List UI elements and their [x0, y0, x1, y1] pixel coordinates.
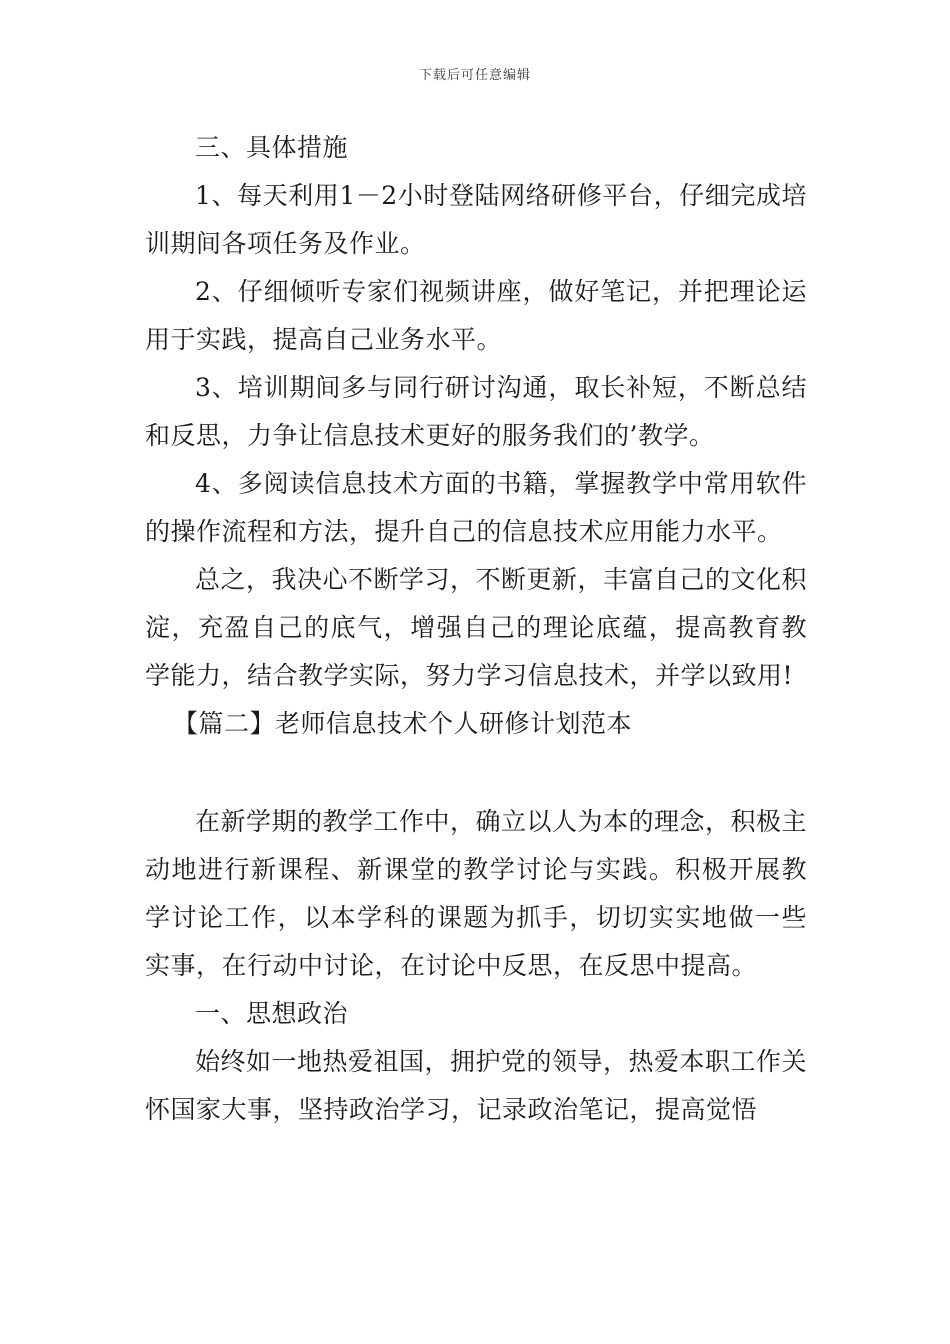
- heading-ideology-politics: 一、思想政治: [195, 999, 349, 1028]
- measure-item-2: 2、仔细倾听专家们视频讲座，做好笔记，并把理论运用于实践，提高自己业务水平。: [145, 277, 807, 354]
- conclusion-paragraph: 总之，我决心不断学习，不断更新，丰富自己的文化积淀，充盈自己的底气，增强自己的理论底蕴，提高教育教学能力，结合教学实际，努力学习信息技术，并学以致用!: [145, 565, 808, 690]
- intro-paragraph: 在新学期的教学工作中，确立以人为本的理念，积极主动地进行新课程、新课堂的教学讨论与实践。积极开展教学讨论工作，以本学科的课题为抓手，切切实实地做一些实事，在行动中讨论，在讨论中反思，在反思中提高。: [145, 807, 808, 980]
- measure-item-1: 1、每天利用1－2小时登陆网络研修平台，仔细完成培训期间各项任务及作业。: [145, 181, 807, 258]
- page-header-note: 下载后可任意编辑: [418, 68, 531, 83]
- ideology-paragraph: 始终如一地热爱祖国，拥护党的领导，热爱本职工作关怀国家大事，坚持政治学习，记录政治笔记，提高觉悟: [145, 1047, 808, 1124]
- measure-item-4: 4、多阅读信息技术方面的书籍，掌握教学中常用软件的操作流程和方法，提升自己的信息技术应用能力水平。: [145, 469, 807, 546]
- document-body: [145, 124, 807, 1134]
- measure-item-3: 3、培训期间多与同行研讨沟通，取长补短，不断总结和反思，力争让信息技术更好的服务我们的’教学。: [145, 373, 807, 450]
- section-title: 【篇二】老师信息技术个人研修计划范本: [173, 709, 633, 738]
- heading-specific-measures: 三、具体措施: [195, 133, 349, 162]
